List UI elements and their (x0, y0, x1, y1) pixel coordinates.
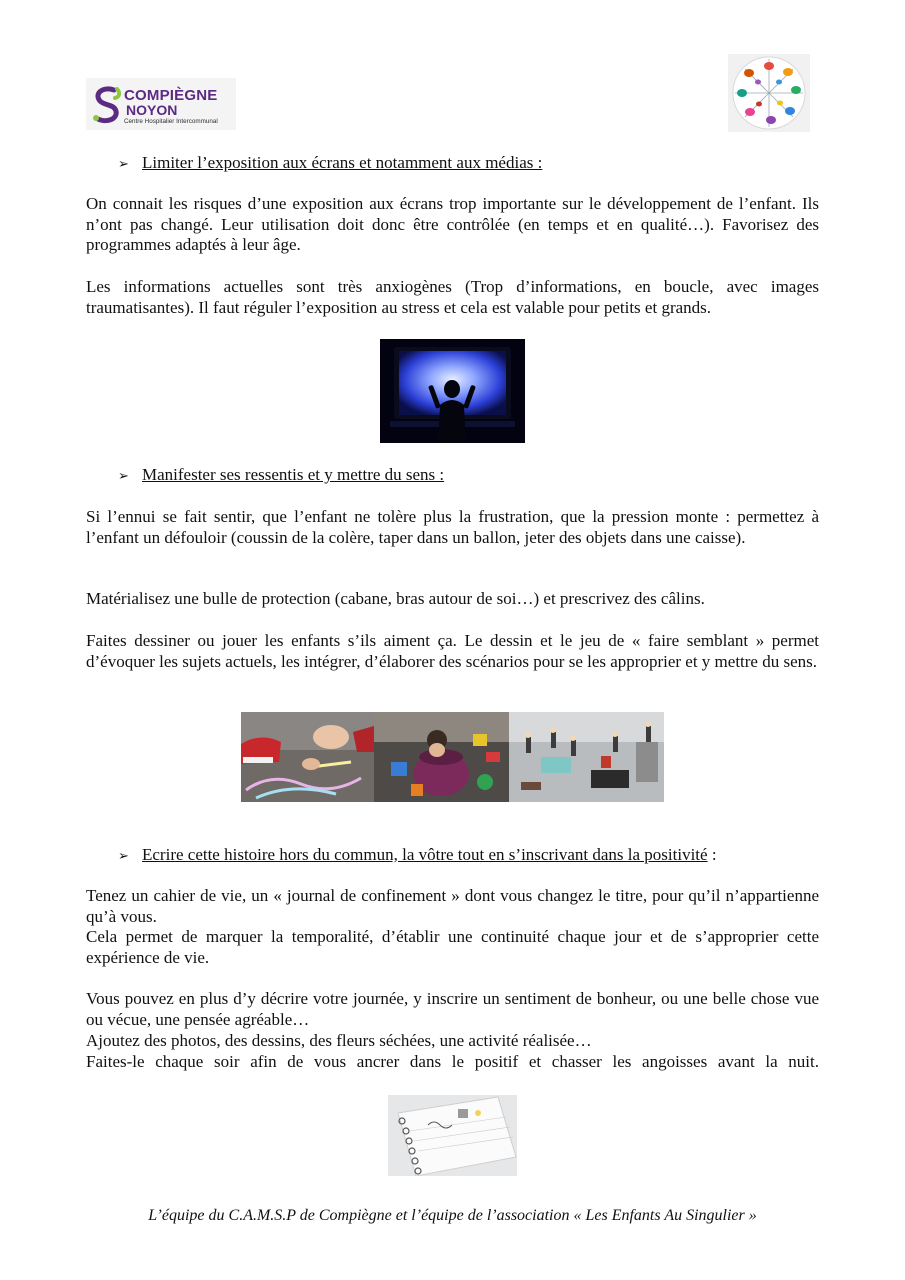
paragraph: Matérialisez une bulle de protection (cabane, bras autour de soi…) et prescrivez des câlins. (86, 589, 705, 608)
logo-text-compiegne: COMPIÈGNE (124, 87, 218, 104)
paragraph: Si l’ennui se fait sentir, que l’enfant ne tolère plus la frustration, que la pression monte : permettez à l’enfant un défouloir (coussin de la colère, taper dans un ballon, jeter des objets dans une caisse). (86, 507, 819, 547)
compiegne-noyon-logo (86, 78, 236, 130)
arrow-bullet-icon: ➢ (118, 849, 129, 864)
logo-text-noyon: NOYON (126, 102, 178, 118)
paragraph: Vous pouvez en plus d’y décrire votre journée, y inscrire un sentiment de bonheur, ou une belle chose vue ou vécue, une pensée agréable… (86, 989, 819, 1029)
children-playing-photo-strip (241, 712, 664, 802)
section-heading-screens: ➢ Limiter l’exposition aux écrans et notamment aux médias : (118, 152, 542, 175)
spiral-notebook-image (388, 1095, 517, 1176)
logo-swirl-icon (90, 84, 124, 124)
paragraph: On connait les risques d’une exposition aux écrans trop importante sur le développement de l’enfant. Ils n’ont pas changé. Leur utilisation doit donc être contrôlée (en temps et en qualité…). Favorisez des programmes adaptés à leur âge. (86, 194, 819, 254)
paragraph: Tenez un cahier de vie, un « journal de confinement » dont vous changez le titre, pour qu’il n’appartienne qu’à vous. (86, 886, 819, 926)
arrow-bullet-icon: ➢ (118, 157, 129, 172)
paragraph: Cela permet de marquer la temporalité, d’établir une continuité chaque jour et de s’approprier cette expérience de vie. (86, 927, 819, 967)
arrow-bullet-icon: ➢ (118, 469, 129, 484)
child-in-front-of-tv-image (380, 339, 525, 443)
paragraph: Faites-le chaque soir afin de vous ancrer dans le positif et chasser les angoisses avant la nuit. (86, 1052, 819, 1071)
paragraph: Faites dessiner ou jouer les enfants s’ils aiment ça. Le dessin et le jeu de « faire semblant » permet d’évoquer les sujets actuels, les intégrer, d’élaborer des scénarios pour se les approprier et y mettre du sens. (86, 631, 819, 671)
footer-signature: L’équipe du C.A.M.S.P de Compiègne et l’équipe de l’association « Les Enfants Au Singulier » (148, 1207, 757, 1224)
handprints-circle-icon (728, 54, 810, 132)
section-heading-feelings: ➢ Manifester ses ressentis et y mettre du sens : (118, 464, 444, 487)
section-heading-history: ➢ Ecrire cette histoire hors du commun, la vôtre tout en s’inscrivant dans la positivité : (118, 844, 717, 867)
paragraph: Les informations actuelles sont très anxiogènes (Trop d’informations, en boucle, avec images traumatisantes). Il faut réguler l’exposition au stress et cela est valable pour petits et grands. (86, 277, 819, 317)
paragraph: Ajoutez des photos, des dessins, des fleurs séchées, une activité réalisée… (86, 1031, 592, 1050)
logo-text-subtitle: Centre Hospitalier Intercommunal (124, 118, 218, 125)
